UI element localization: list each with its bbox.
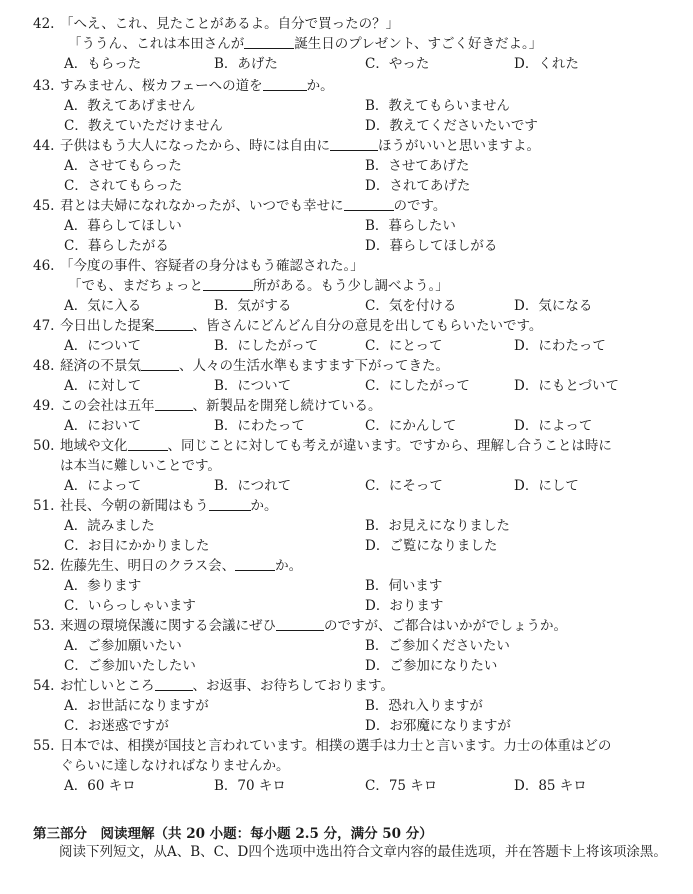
question-stem: 日本では、相撲が国技と言われています。相撲の選手は力士と言います。力士の体重はどの: [60, 738, 612, 754]
option-a: A．お世話になりますが: [64, 698, 209, 714]
question-number: 52.: [33, 558, 55, 574]
option-a: A．読みました: [64, 518, 155, 534]
question-number: 46.: [33, 258, 55, 274]
dialogue-line-2: 「でも、まだちょっと 所がある。もう少し調べよう。」: [68, 278, 449, 294]
option-a: A．暮らしてほしい: [64, 218, 182, 234]
question-stem: 今日出した提案 、皆さんにどんどん自分の意見を出してもらいたいです。: [60, 318, 543, 334]
option-c: C．75 キロ: [365, 778, 438, 794]
option-b: B．ご参加くださいたい: [365, 638, 510, 654]
option-c: C．されてもらった: [64, 178, 183, 194]
answer-blank: [209, 496, 251, 511]
option-a: A．60 キロ: [64, 778, 136, 794]
option-d: D．教えてくださいたいです: [365, 118, 538, 134]
question-number: 44.: [33, 138, 55, 154]
question-number: 51.: [33, 498, 55, 514]
question-stem: 来週の環境保護に関する会議にぜひ のですが、ご都合はいかがでしょうか。: [60, 618, 567, 634]
dialogue-line-1: 「今度の事件、容疑者の身分はもう確認された。」: [60, 258, 364, 274]
option-c: C．いらっしゃいます: [64, 598, 196, 614]
option-c: C．お迷惑ですが: [64, 718, 169, 734]
answer-blank: [344, 196, 394, 211]
section-instructions: 阅读下列短文，从A、B、C、D四个选项中选出符合文章内容的最佳选项，并在答题卡上将该项涂黑。: [59, 844, 667, 860]
option-b: B．恐れ入りますが: [365, 698, 483, 714]
question-stem: 子供はもう大人になったから、時には自由に ほうがいいと思いますよ。: [60, 138, 540, 154]
option-a: A．参ります: [64, 578, 142, 594]
question-stem: すみません、桜カフェーへの道を か。: [60, 78, 334, 94]
option-b: B．にわたって: [214, 418, 305, 434]
option-d: D．にして: [514, 478, 579, 494]
question-number: 50.: [33, 438, 55, 454]
question-stem: お忙しいところ 、お返事、お待ちしております。: [60, 678, 394, 694]
option-c: C．暮らしたがる: [64, 238, 169, 254]
option-b: B．にしたがって: [214, 338, 319, 354]
option-c: C．やった: [365, 56, 430, 72]
question-stem-continued: は本当に難しいことです。: [60, 458, 221, 474]
question-stem: この会社は五年 、新製品を開発し続けている。: [60, 398, 382, 414]
option-a: A．において: [64, 418, 142, 434]
option-a: A．気に入る: [64, 298, 142, 314]
question-number: 43.: [33, 78, 55, 94]
option-a: A．によって: [64, 478, 142, 494]
question-stem: 社長、今朝の新聞はもう か。: [60, 498, 278, 514]
option-a: A．ご参加願いたい: [64, 638, 182, 654]
question-number: 48.: [33, 358, 55, 374]
answer-blank: [330, 136, 378, 151]
answer-blank: [155, 316, 193, 331]
option-d: D．お邪魔になりますが: [365, 718, 511, 734]
dialogue-line-2: 「ううん、これは本田さんが 誕生日のプレゼント、すごく好きだよ。」: [68, 36, 543, 52]
option-b: B．暮らしたい: [365, 218, 456, 234]
answer-blank: [235, 556, 275, 571]
option-d: D．ご参加になりたい: [365, 658, 498, 674]
option-d: D．によって: [514, 418, 593, 434]
option-b: B．気がする: [214, 298, 292, 314]
question-number: 45.: [33, 198, 55, 214]
question-stem: 地域や文化 、同じことに対しても考えが違います。ですから、理解し合うことは時に: [60, 438, 612, 454]
dialogue-line-1: 「へえ、これ、見たことがあるよ。自分で買ったの？」: [60, 16, 400, 32]
option-a: A．もらった: [64, 56, 142, 72]
question-stem: 君とは夫婦になれなかったが、いつでも幸せに のです。: [60, 198, 447, 214]
option-d: D．くれた: [514, 56, 579, 72]
answer-blank: [141, 356, 179, 371]
question-stem-continued: ぐらいに達しなければなりませんか。: [60, 758, 290, 774]
option-a: A．させてもらった: [64, 158, 182, 174]
option-d: D．にわたって: [514, 338, 606, 354]
option-b: B．70 キロ: [214, 778, 286, 794]
option-b: B．教えてもらいません: [365, 98, 510, 114]
option-c: C．にかんして: [365, 418, 457, 434]
answer-blank: [263, 76, 307, 91]
answer-blank: [244, 34, 294, 49]
option-c: C．にしたがって: [365, 378, 470, 394]
question-stem: 佐藤先生、明日のクラス会、 か。: [60, 558, 303, 574]
answer-blank: [155, 676, 193, 691]
option-d: D．されてあげた: [365, 178, 471, 194]
option-d: D．気になる: [514, 298, 593, 314]
question-number: 47.: [33, 318, 55, 334]
option-c: C．お目にかかりました: [64, 538, 210, 554]
option-d: D．85 キロ: [514, 778, 587, 794]
option-c: C．ご参加いたしたい: [64, 658, 196, 674]
answer-blank: [128, 436, 168, 451]
question-number: 42.: [33, 16, 55, 32]
answer-blank: [155, 396, 193, 411]
question-number: 54.: [33, 678, 55, 694]
option-d: D．暮らしてほしがる: [365, 238, 498, 254]
answer-blank: [276, 616, 324, 631]
option-b: B．について: [214, 378, 292, 394]
option-c: C．気を付ける: [365, 298, 457, 314]
question-number: 55.: [33, 738, 55, 754]
option-b: B．あげた: [214, 56, 278, 72]
option-a: A．教えてあげません: [64, 98, 196, 114]
option-c: C．にそって: [365, 478, 443, 494]
option-b: B．させてあげた: [365, 158, 470, 174]
question-stem: 経済の不景気 、人々の生活水準もますます下がってきた。: [60, 358, 449, 374]
option-b: B．につれて: [214, 478, 292, 494]
option-b: B．お見えになりました: [365, 518, 510, 534]
option-c: C．教えていただけません: [64, 118, 223, 134]
option-a: A．に対して: [64, 378, 142, 394]
option-d: D．にもとづいて: [514, 378, 620, 394]
question-number: 49.: [33, 398, 55, 414]
section-title: 第三部分 阅读理解（共 20 小题：每小题 2.5 分，满分 50 分）: [33, 826, 433, 842]
option-d: D．おります: [365, 598, 444, 614]
option-d: D．ご覧になりました: [365, 538, 498, 554]
option-b: B．伺います: [365, 578, 443, 594]
option-a: A．について: [64, 338, 141, 354]
question-number: 53.: [33, 618, 55, 634]
option-c: C．にとって: [365, 338, 443, 354]
answer-blank: [203, 276, 253, 291]
